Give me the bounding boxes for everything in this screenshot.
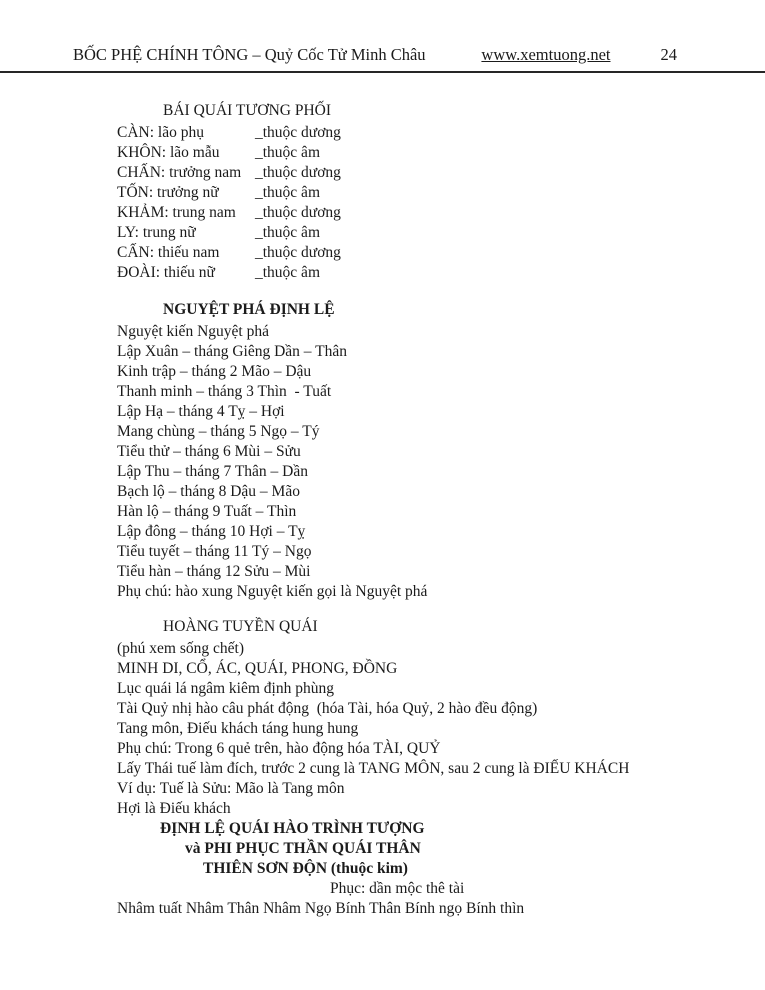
text-line: Lục quái lá ngâm kiêm định phùng <box>117 680 334 697</box>
section-heading-nguyet-pha: NGUYỆT PHÁ ĐỊNH LỆ <box>163 301 335 318</box>
text-line: Tiểu hàn – tháng 12 Sửu – Mùi <box>117 563 311 580</box>
trigram-polarity: _thuộc âm <box>255 184 320 201</box>
section-heading-bat-quai: BÁI QUÁI TƯƠNG PHỐI <box>163 102 332 119</box>
text-line: Tiểu tuyết – tháng 11 Tý – Ngọ <box>117 543 312 560</box>
text-line: Lập Xuân – tháng Giêng Dần – Thân <box>117 343 348 360</box>
table-row <box>117 143 745 163</box>
phuc-note-line: Phục: dần mộc thê tài <box>330 880 465 897</box>
table-row <box>117 203 745 223</box>
trigram-label: TỐN: trưởng nữ <box>117 184 219 201</box>
text-line: MINH DI, CỔ, ÁC, QUÁI, PHONG, ĐỒNG <box>117 660 398 677</box>
section-heading-dinh-le-3: THIÊN SƠN ĐỘN (thuộc kim) <box>203 860 408 877</box>
trigram-polarity: _thuộc dương <box>255 124 341 141</box>
table-row <box>117 223 745 243</box>
section-hoang-tuyen <box>117 617 745 819</box>
website-url: www.xemtuong.net <box>481 45 611 64</box>
page-number: 24 <box>660 45 677 64</box>
table-row <box>117 163 745 183</box>
text-line: Tang môn, Điếu khách táng hung hung <box>117 720 359 737</box>
trigram-label: CHẤN: trưởng nam <box>117 164 242 181</box>
section-nguyet-pha <box>117 300 745 602</box>
trigram-label: LY: trung nữ <box>117 224 196 241</box>
text-line: Lập đông – tháng 10 Hợi – Tỵ <box>117 523 306 540</box>
text-line: Mang chùng – tháng 5 Ngọ – Tý <box>117 423 320 440</box>
trigram-polarity: _thuộc âm <box>255 264 320 281</box>
trigram-polarity: _thuộc dương <box>255 244 341 261</box>
page-content <box>0 101 765 919</box>
section-dinh-le <box>117 819 745 919</box>
trigram-label: KHẢM: trung nam <box>117 204 236 221</box>
text-line: Tài Quỷ nhị hào câu phát động (hóa Tài, hóa Quỷ, 2 hào đều động) <box>117 700 538 717</box>
section-bat-quai <box>117 101 745 283</box>
trigram-label: ĐOÀI: thiếu nữ <box>117 264 215 281</box>
text-line: Thanh minh – tháng 3 Thìn - Tuất <box>117 383 332 400</box>
section-heading-hoang-tuyen: HOÀNG TUYỀN QUÁI <box>163 618 318 635</box>
trigram-label: CẤN: thiếu nam <box>117 244 220 261</box>
text-line: Nhâm tuất Nhâm Thân Nhâm Ngọ Bính Thân Bính ngọ Bính thìn <box>117 900 525 917</box>
table-row <box>117 263 745 283</box>
section-heading-dinh-le-1: ĐỊNH LỆ QUÁI HÀO TRÌNH TƯỢNG <box>160 820 425 837</box>
text-line: Ví dụ: Tuế là Sửu: Mão là Tang môn <box>117 780 345 797</box>
text-line: Bạch lộ – tháng 8 Dậu – Mão <box>117 483 300 500</box>
text-line: Lập Thu – tháng 7 Thân – Dần <box>117 463 308 480</box>
text-line: Hợi là Điếu khách <box>117 800 231 817</box>
page-header <box>0 0 765 73</box>
trigram-label: CÀN: lão phụ <box>117 124 204 141</box>
trigram-polarity: _thuộc dương <box>255 164 341 181</box>
text-line: Hàn lộ – tháng 9 Tuất – Thìn <box>117 503 297 520</box>
text-line: Phụ chú: Trong 6 quẻ trên, hào động hóa TÀI, QUỶ <box>117 740 441 757</box>
table-row <box>117 243 745 263</box>
text-line: Lập Hạ – tháng 4 Tỵ – Hợi <box>117 403 285 420</box>
text-line: Lấy Thái tuế làm đích, trước 2 cung là TANG MÔN, sau 2 cung là ĐIẾU KHÁCH <box>117 760 630 777</box>
text-line: Kinh trập – tháng 2 Mão – Dậu <box>117 363 312 380</box>
trigram-label: KHÔN: lão mẫu <box>117 144 220 161</box>
text-line: Nguyệt kiến Nguyệt phá <box>117 323 269 340</box>
table-row <box>117 123 745 143</box>
text-line: Tiểu thử – tháng 6 Mùi – Sửu <box>117 443 301 460</box>
section-heading-dinh-le-2: và PHI PHỤC THẦN QUÁI THÂN <box>185 840 421 857</box>
text-line: (phú xem sống chết) <box>117 640 244 657</box>
text-line: Phụ chú: hào xung Nguyệt kiến gọi là Nguyệt phá <box>117 583 428 600</box>
trigram-polarity: _thuộc âm <box>255 144 320 161</box>
trigram-polarity: _thuộc âm <box>255 224 320 241</box>
table-row <box>117 183 745 203</box>
trigram-polarity: _thuộc dương <box>255 204 341 221</box>
document-title: BỐC PHỆ CHÍNH TÔNG – Quỷ Cốc Tử Minh Châu <box>73 45 426 64</box>
